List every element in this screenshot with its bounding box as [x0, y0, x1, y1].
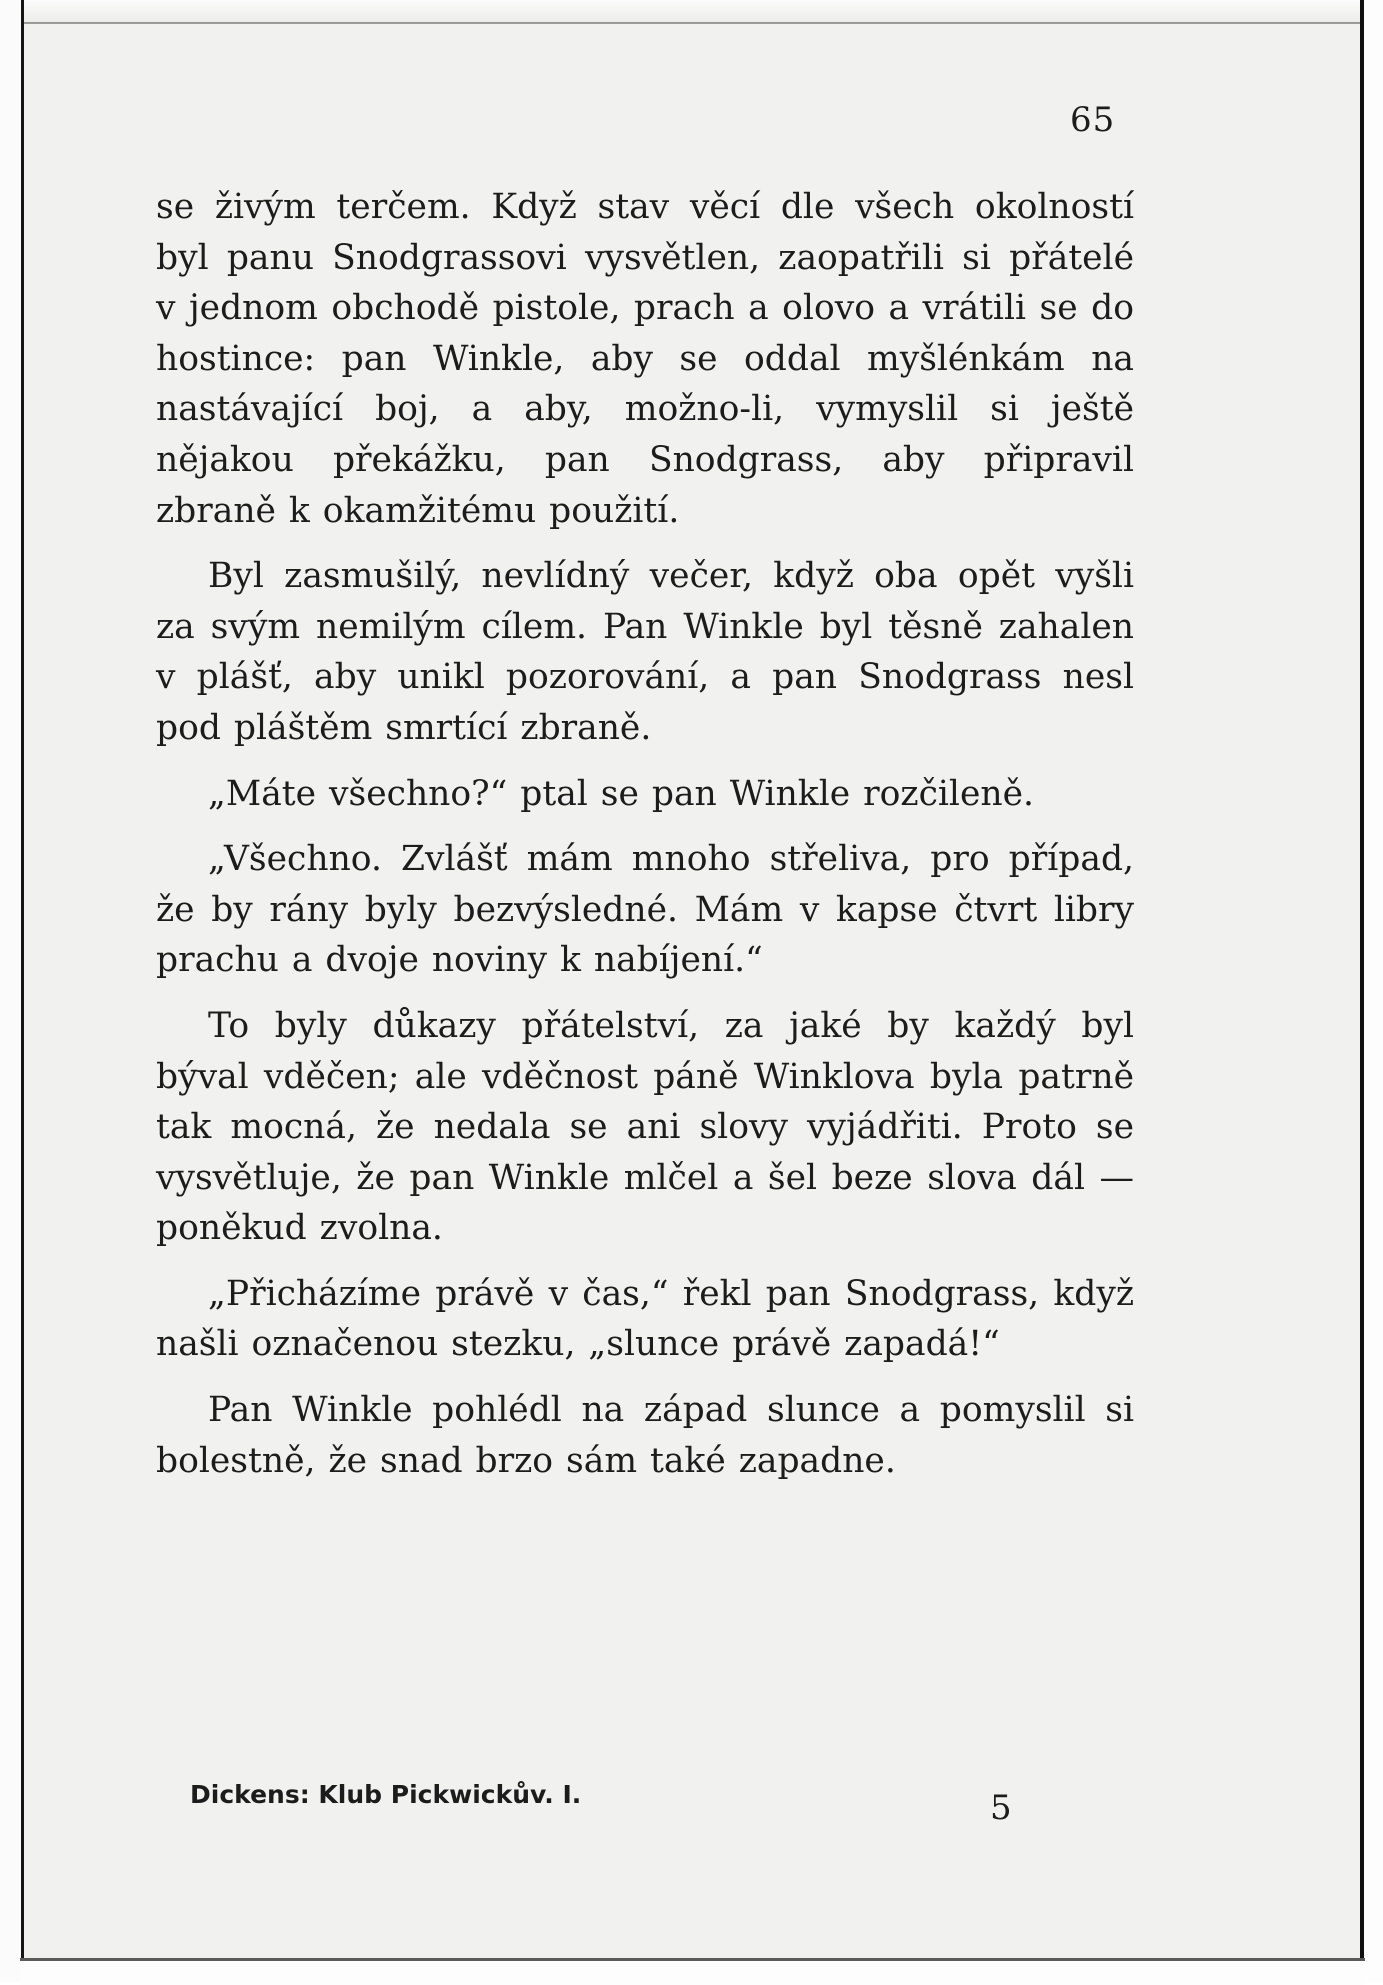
paragraph: „Všechno. Zvlášť mám mnoho střeliva, pro případ, že by rány byly bezvýsledné. Mám v kapse čtvrt libry prachu a dvoje noviny k nabíjení.“ — [156, 839, 1134, 981]
footer-source: Dickens: Klub Pickwickův. I. — [190, 1780, 582, 1809]
page-footer — [190, 1774, 1120, 1834]
body-text — [156, 182, 1134, 1501]
signature-mark: 5 — [990, 1788, 1012, 1828]
paragraph: Byl zasmušilý, nevlídný večer, když oba opět vyšli za svým nemilým cílem. Pan Winkle byl těsně zahalen v plášť, aby unikl pozorování, a pan Snodgrass nesl pod pláštěm smrtící zbraně. — [156, 556, 1134, 748]
scan-edge-right — [1360, 0, 1383, 1982]
paragraph: „Přicházíme právě v čas,“ řekl pan Snodgrass, když našli označenou stezku, „slunce právě zapadá!“ — [156, 1273, 1134, 1365]
paragraph: Pan Winkle pohlédl na západ slunce a pomyslil si bolestně, že snad brzo sám také zapadne. — [156, 1390, 1134, 1481]
paragraph: To byly důkazy přátelství, za jaké by každý byl býval vděčen; ale vděčnost páně Winklova byla patrně tak mocná, že nedala se ani slovy vyjádřiti. Proto se vysvětluje, že pan Winkle mlčel a šel beze slova dál — poněkud zvolna. — [156, 1005, 1134, 1249]
scan-edge-top — [20, 0, 1360, 24]
paragraph: se živým terčem. Když stav věcí dle všech okolností byl panu Snodgrassovi vysvětlen, zaopatřili si přátelé v jednom obchodě pistole, prach a olovo a vrátili se do hostince: pan Winkle, aby se oddal myšlénkám na nastávající boj, a aby, možno-li, vymyslil si ještě nějakou překážku, pan Snodgrass, aby připravil zbraně k okamžitému použití. — [156, 187, 1134, 531]
page-number: 65 — [1070, 100, 1116, 140]
scan-edge-left — [0, 0, 24, 1982]
paragraph: „Máte všechno?“ ptal se pan Winkle rozčileně. — [208, 773, 1034, 814]
scan-edge-bottom — [20, 1958, 1365, 1985]
